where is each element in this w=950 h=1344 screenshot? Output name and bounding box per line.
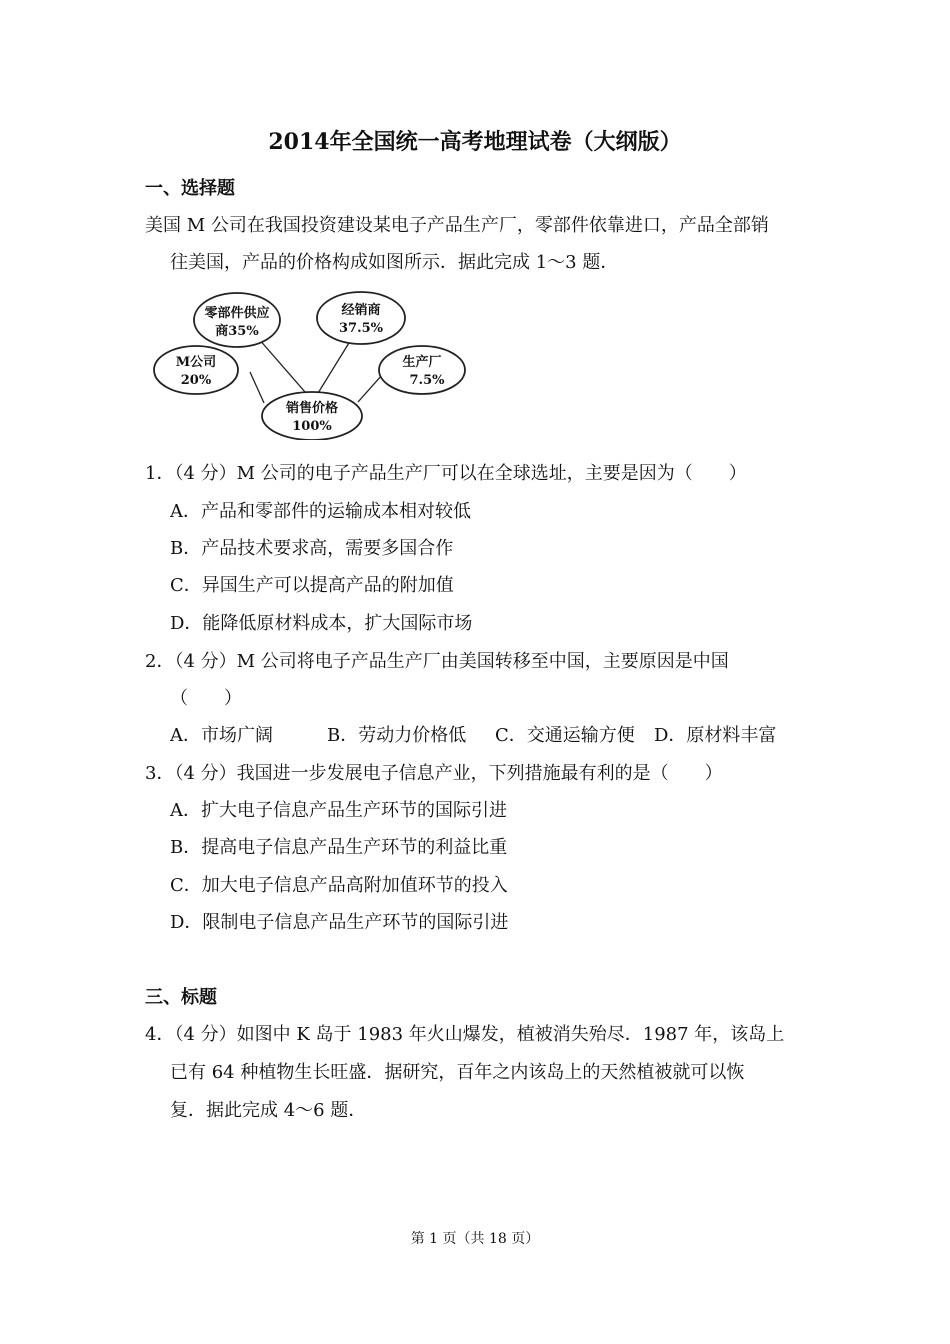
node-label: 商35% (215, 324, 259, 339)
intro-line-1: 美国 M 公司在我国投资建设某电子产品生产厂，零部件依靠进口，产品全部销 (145, 215, 769, 236)
question-1-stem: 1．（4 分）M 公司的电子产品生产厂可以在全球选址，主要是因为（ ） (145, 463, 747, 484)
question-4-line-3: 复．据此完成 4～6 题． (170, 1100, 367, 1121)
intro-line-2: 往美国，产品的价格构成如图所示．据此完成 1～3 题． (170, 252, 619, 273)
question-2-option-c: C．交通运输方便 (495, 725, 635, 746)
question-3-option-c: C．加大电子信息产品高附加值环节的投入 (170, 875, 508, 896)
node-label: 零部件供应 (204, 306, 270, 321)
question-2-stem: 2．（4 分）M 公司将电子产品生产厂由美国转移至中国，主要原因是中国 (145, 651, 729, 672)
question-1-option-a: A．产品和零部件的运输成本相对较低 (170, 501, 471, 522)
node-value: 37.5% (338, 321, 384, 336)
node-distributor (317, 292, 405, 344)
question-1-option-b: B．产品技术要求高，需要多国合作 (170, 538, 454, 559)
question-4-line-1: 4．（4 分）如图中 K 岛于 1983 年火山爆发，植被消失殆尽．1987 年，该岛上 (145, 1024, 785, 1045)
node-value: 20% (180, 373, 212, 388)
document-title: 2014年全国统一高考地理试卷（大纲版） (268, 129, 682, 155)
question-1-option-d: D．能降低原材料成本，扩大国际市场 (170, 613, 473, 634)
price-composition-diagram (140, 290, 480, 440)
connector-line (315, 338, 352, 398)
section-heading-three: 三、标题 (145, 987, 217, 1008)
node-label: 生产厂 (402, 355, 442, 370)
question-4-line-2: 已有 64 种植物生长旺盛．据研究，百年之内该岛上的天然植被就可以恢 (170, 1062, 745, 1083)
question-3-stem: 3．（4 分）我国进一步发展电子信息产业，下列措施最有利的是（ ） (145, 763, 723, 784)
question-2-option-a: A．市场广阔 (170, 725, 273, 746)
section-heading-choice: 一、选择题 (145, 178, 235, 199)
node-label: 经销商 (341, 303, 381, 318)
question-2-answer-paren: （ ） (170, 688, 242, 709)
question-2-option-b: B．劳动力价格低 (327, 725, 467, 746)
connector-line (358, 375, 382, 402)
question-3-option-a: A．扩大电子信息产品生产环节的国际引进 (170, 800, 507, 821)
question-3-option-d: D．限制电子信息产品生产环节的国际引进 (170, 912, 509, 933)
page-footer: 第 1 页（共 18 页） (410, 1231, 540, 1247)
connector-line (258, 338, 312, 400)
node-label: M公司 (175, 355, 217, 370)
node-label: 销售价格 (285, 401, 339, 416)
connector-line (250, 372, 264, 403)
question-2-option-d: D．原材料丰富 (654, 725, 777, 746)
node-value: 100% (292, 419, 332, 434)
node-value: 7.5% (409, 373, 445, 388)
question-1-option-c: C．异国生产可以提高产品的附加值 (170, 575, 454, 596)
question-3-option-b: B．提高电子信息产品生产环节的利益比重 (170, 837, 508, 858)
